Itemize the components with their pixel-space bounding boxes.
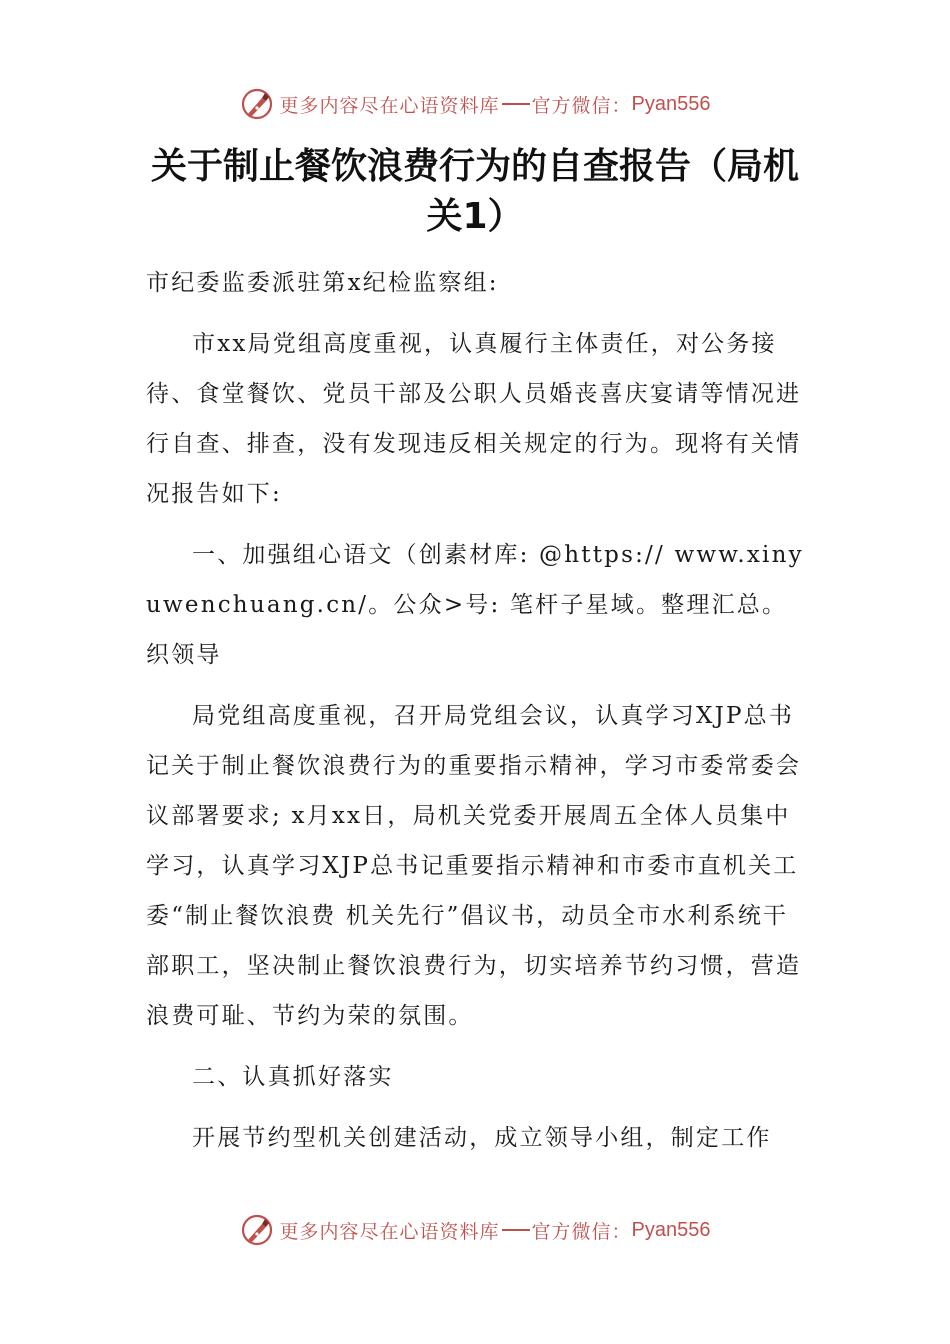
watermark-contact-label: 官方微信：	[531, 94, 632, 117]
watermark-dash	[502, 103, 530, 105]
document-title: 关于制止餐饮浪费行为的自查报告（局机关1）	[150, 146, 799, 237]
footer-watermark	[0, 1210, 950, 1250]
watermark-text: 更多内容尽在心语资料库	[279, 1220, 500, 1243]
paragraph-section-2: 开展节约型机关创建活动，成立领导小组，制定工作	[192, 1125, 772, 1151]
section-heading-1: 一、加强组心语文（创素材库: @https:// www.xinyuwenchuang.cn/。公众>号: 笔杆子星域。整理汇总。织领导	[146, 542, 804, 668]
watermark-dash	[502, 1229, 530, 1231]
section-heading-2: 二、认真抓好落实	[192, 1064, 394, 1090]
pen-nib-logo-icon	[240, 1213, 274, 1247]
watermark-text: 更多内容尽在心语资料库	[279, 94, 500, 117]
document-body	[146, 258, 806, 1174]
pen-nib-logo-icon	[240, 87, 274, 121]
watermark-contact-id: Pyan556	[631, 1218, 711, 1241]
watermark-contact-id: Pyan556	[631, 92, 711, 115]
salutation: 市纪委监委派驻第x纪检监察组:	[146, 270, 499, 296]
paragraph-intro: 市xx局党组高度重视，认真履行主体责任，对公务接待、食堂餐饮、党员干部及公职人员婚丧喜庆宴请等情况进行自查、排查，没有发现违反相关规定的行为。现将有关情况报告如下:	[146, 331, 802, 507]
header-watermark	[0, 84, 950, 124]
paragraph-section-1: 局党组高度重视，召开局党组会议，认真学习XJP总书记关于制止餐饮浪费行为的重要指示精神，学习市委常委会议部署要求; x月xx日，局机关党委开展周五全体人员集中学习，认真学习XJP总书记重要指示精神和市委市直机关工委“制止餐饮浪费 机关先行”倡议书，动员全市水利系统干部职工，坚决制止餐饮浪费行为，切实培养节约习惯，营造浪费可耻、节约为荣的氛围。	[146, 703, 802, 1029]
watermark-contact-label: 官方微信：	[531, 1220, 632, 1243]
